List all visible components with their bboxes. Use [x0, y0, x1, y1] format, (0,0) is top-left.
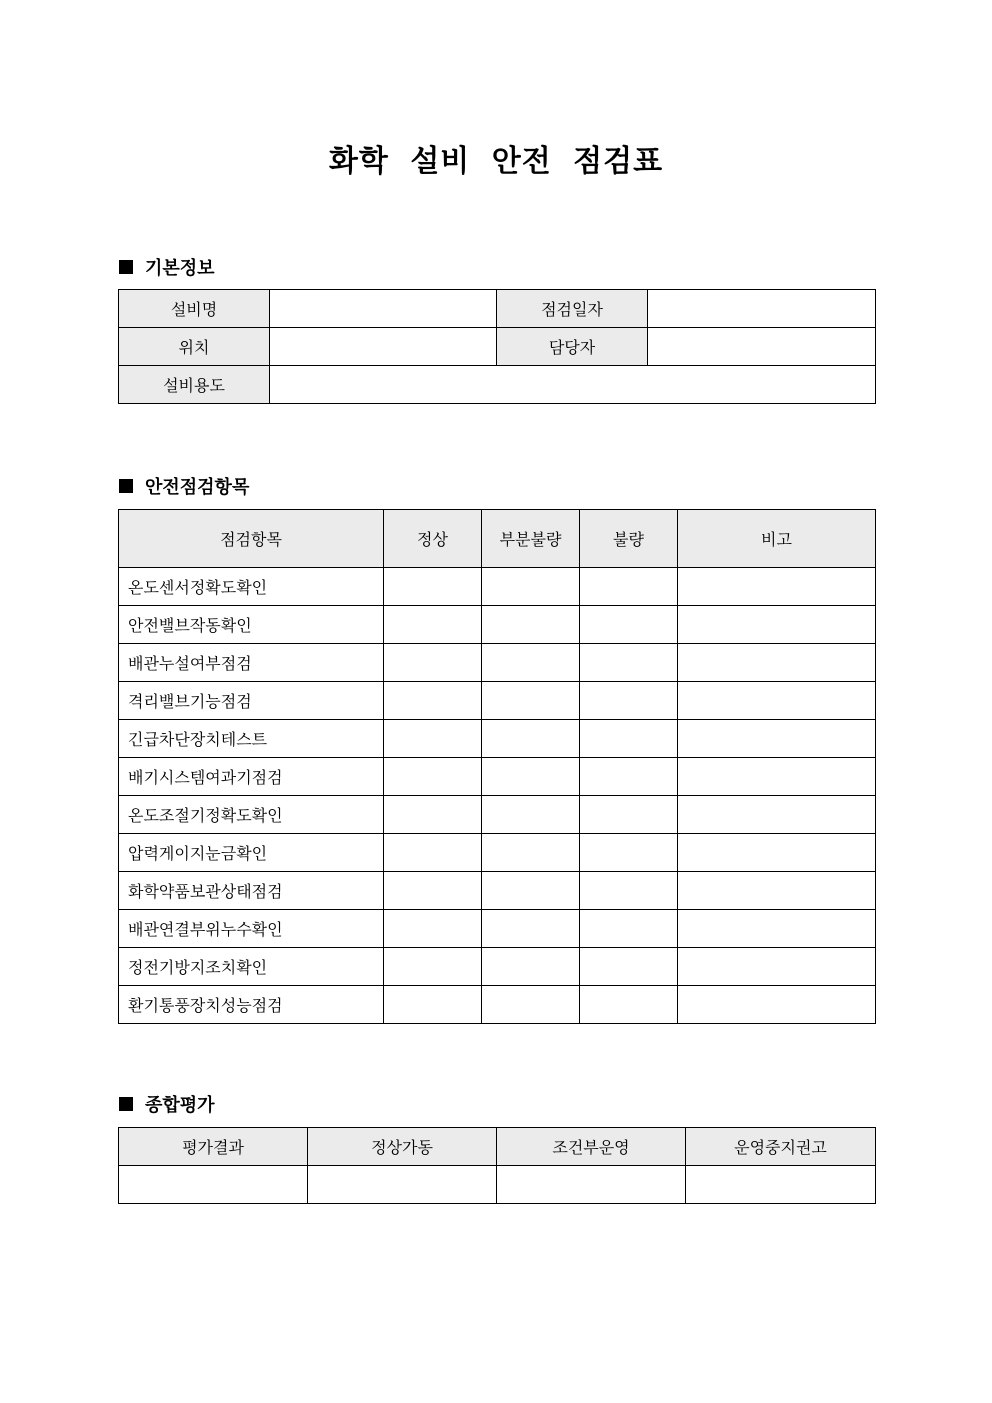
field-normal-operation[interactable] [308, 1166, 497, 1204]
label-inspection-date: 점검일자 [497, 290, 648, 328]
col-header-normal: 정상 [384, 510, 482, 568]
defect-cell[interactable] [580, 948, 678, 986]
col-header-item: 점검항목 [119, 510, 384, 568]
table-row [119, 796, 876, 834]
remarks-cell[interactable] [678, 986, 876, 1024]
normal-cell[interactable] [384, 606, 482, 644]
col-header-partial-defect: 부분불량 [482, 510, 580, 568]
partial-defect-cell[interactable] [482, 568, 580, 606]
check-item-label: 안전밸브작동확인 [119, 606, 384, 644]
field-equipment-name[interactable] [270, 290, 497, 328]
section-summary [119, 1091, 215, 1117]
check-item-label: 온도조절기정확도확인 [119, 796, 384, 834]
partial-defect-cell[interactable] [482, 720, 580, 758]
remarks-cell[interactable] [678, 720, 876, 758]
check-item-label: 격리밸브기능점검 [119, 682, 384, 720]
normal-cell[interactable] [384, 834, 482, 872]
section-heading: 안전점검항목 [145, 477, 250, 498]
normal-cell[interactable] [384, 682, 482, 720]
partial-defect-cell[interactable] [482, 758, 580, 796]
col-header-defect: 불량 [580, 510, 678, 568]
square-bullet-icon [119, 1097, 133, 1111]
partial-defect-cell[interactable] [482, 682, 580, 720]
remarks-cell[interactable] [678, 644, 876, 682]
partial-defect-cell[interactable] [482, 834, 580, 872]
field-purpose[interactable] [270, 366, 876, 404]
square-bullet-icon [119, 260, 133, 274]
table-row [119, 568, 876, 606]
field-result[interactable] [119, 1166, 308, 1204]
checklist-table [118, 509, 876, 1024]
defect-cell[interactable] [580, 644, 678, 682]
partial-defect-cell[interactable] [482, 872, 580, 910]
check-item-label: 화학약품보관상태점검 [119, 872, 384, 910]
check-item-label: 온도센서정확도확인 [119, 568, 384, 606]
partial-defect-cell[interactable] [482, 644, 580, 682]
check-item-label: 배관연결부위누수확인 [119, 910, 384, 948]
section-basic-info [119, 254, 215, 280]
label-purpose: 설비용도 [119, 366, 270, 404]
defect-cell[interactable] [580, 682, 678, 720]
check-item-label: 배기시스템여과기점검 [119, 758, 384, 796]
check-item-label: 배관누설여부점검 [119, 644, 384, 682]
normal-cell[interactable] [384, 910, 482, 948]
normal-cell[interactable] [384, 644, 482, 682]
section-heading: 종합평가 [145, 1095, 215, 1116]
partial-defect-cell[interactable] [482, 986, 580, 1024]
remarks-cell[interactable] [678, 834, 876, 872]
label-manager: 담당자 [497, 328, 648, 366]
defect-cell[interactable] [580, 834, 678, 872]
defect-cell[interactable] [580, 568, 678, 606]
table-row [119, 872, 876, 910]
square-bullet-icon [119, 479, 133, 493]
remarks-cell[interactable] [678, 872, 876, 910]
table-row [119, 986, 876, 1024]
partial-defect-cell[interactable] [482, 796, 580, 834]
table-row [119, 758, 876, 796]
document-title: 화학 설비 안전 점검표 [328, 144, 664, 179]
check-item-label: 압력게이지눈금확인 [119, 834, 384, 872]
section-checklist [119, 473, 249, 499]
basic-info-table [118, 289, 876, 404]
defect-cell[interactable] [580, 720, 678, 758]
table-row [119, 834, 876, 872]
partial-defect-cell[interactable] [482, 948, 580, 986]
table-row [119, 606, 876, 644]
col-header-conditional-operation: 조건부운영 [497, 1128, 686, 1166]
remarks-cell[interactable] [678, 606, 876, 644]
check-item-label: 환기통풍장치성능점검 [119, 986, 384, 1024]
defect-cell[interactable] [580, 872, 678, 910]
field-stop-recommended[interactable] [686, 1166, 876, 1204]
defect-cell[interactable] [580, 796, 678, 834]
field-manager[interactable] [648, 328, 876, 366]
normal-cell[interactable] [384, 568, 482, 606]
normal-cell[interactable] [384, 796, 482, 834]
field-inspection-date[interactable] [648, 290, 876, 328]
label-equipment-name: 설비명 [119, 290, 270, 328]
col-header-normal-operation: 정상가동 [308, 1128, 497, 1166]
table-row [119, 948, 876, 986]
normal-cell[interactable] [384, 948, 482, 986]
table-row [119, 682, 876, 720]
normal-cell[interactable] [384, 872, 482, 910]
check-item-label: 정전기방지조치확인 [119, 948, 384, 986]
col-header-remarks: 비고 [678, 510, 876, 568]
defect-cell[interactable] [580, 910, 678, 948]
defect-cell[interactable] [580, 606, 678, 644]
section-heading: 기본정보 [145, 258, 215, 279]
table-row [119, 644, 876, 682]
remarks-cell[interactable] [678, 796, 876, 834]
remarks-cell[interactable] [678, 948, 876, 986]
check-item-label: 긴급차단장치테스트 [119, 720, 384, 758]
label-location: 위치 [119, 328, 270, 366]
remarks-cell[interactable] [678, 758, 876, 796]
defect-cell[interactable] [580, 986, 678, 1024]
col-header-result: 평가결과 [119, 1128, 308, 1166]
field-location[interactable] [270, 328, 497, 366]
remarks-cell[interactable] [678, 682, 876, 720]
normal-cell[interactable] [384, 986, 482, 1024]
remarks-cell[interactable] [678, 910, 876, 948]
field-conditional-operation[interactable] [497, 1166, 686, 1204]
table-row [119, 910, 876, 948]
table-row [119, 720, 876, 758]
defect-cell[interactable] [580, 758, 678, 796]
summary-table [118, 1127, 876, 1204]
remarks-cell[interactable] [678, 568, 876, 606]
col-header-stop-recommended: 운영중지권고 [686, 1128, 876, 1166]
normal-cell[interactable] [384, 720, 482, 758]
partial-defect-cell[interactable] [482, 606, 580, 644]
normal-cell[interactable] [384, 758, 482, 796]
partial-defect-cell[interactable] [482, 910, 580, 948]
